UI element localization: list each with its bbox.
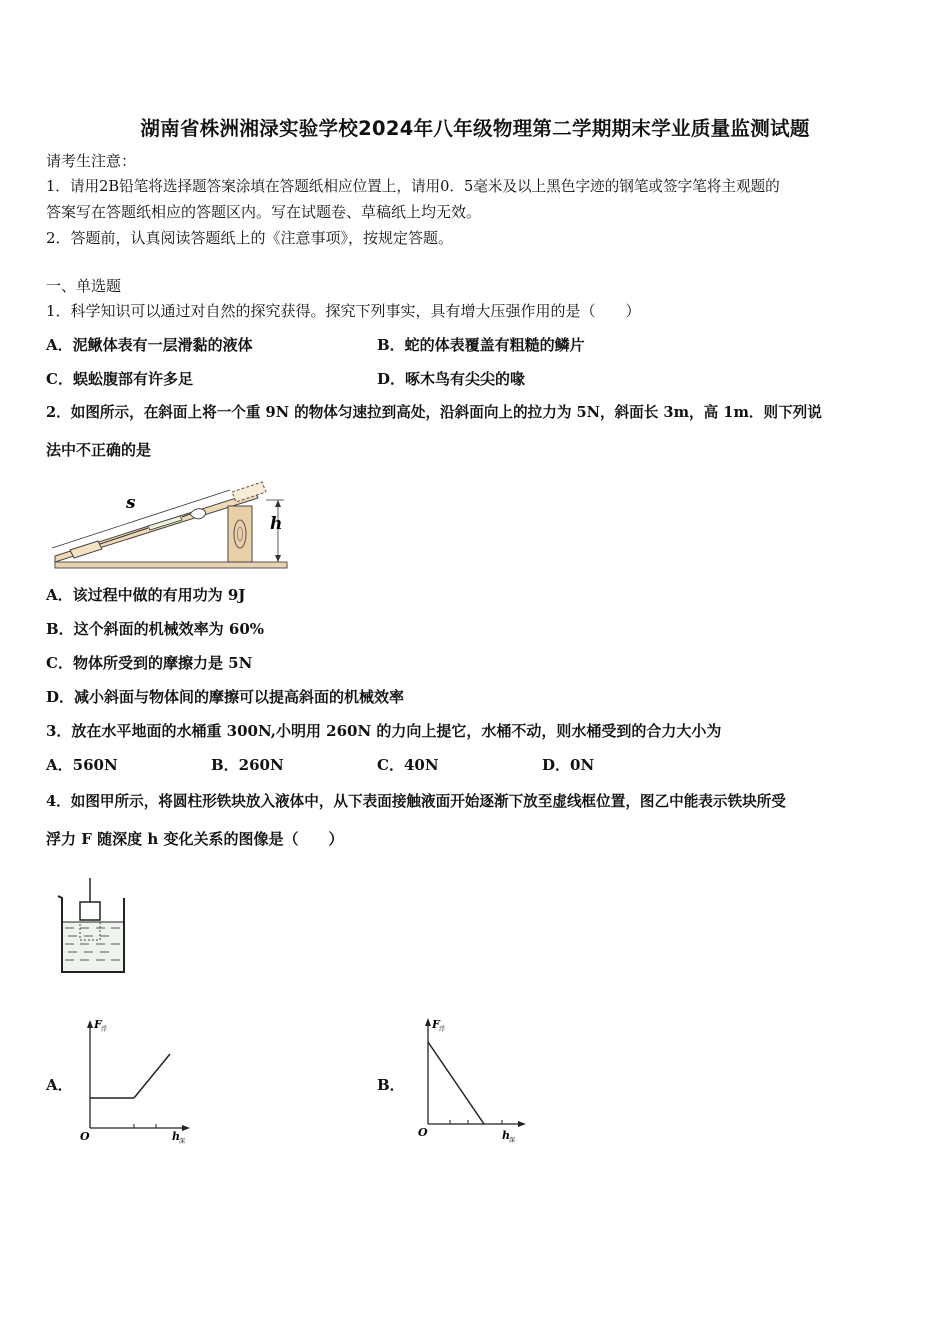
graph-b-x-sub: 深 xyxy=(509,1137,516,1144)
q2-option-d: D．减小斜面与物体间的摩擦可以提高斜面的机械效率 xyxy=(46,688,405,706)
q3-option-d: D．0N xyxy=(542,756,595,774)
graph-b-x-label: h xyxy=(502,1129,510,1142)
q3-option-a: A．560N xyxy=(46,756,118,774)
notice-line-1b: 答案写在答题纸相应的答题区内。写在试题卷、草稿纸上均无效。 xyxy=(46,203,482,221)
q1-option-b: B．蛇的体表覆盖有粗糙的鳞片 xyxy=(377,336,585,354)
q3-option-c: C．40N xyxy=(377,756,439,774)
incline-figure xyxy=(40,470,295,576)
graph-a-x-sub: 深 xyxy=(179,1138,186,1145)
notice-line-1a: 1．请用2B铅笔将选择题答案涂填在答题纸相应位置上，请用0．5毫米及以上黑色字迹的钢笔或签字笔将主观题的 xyxy=(46,178,780,195)
notice-line-2: 2．答题前，认真阅读答题纸上的《注意事项》，按规定答题。 xyxy=(46,229,454,247)
q1-option-a: A．泥鳅体表有一层滑黏的液体 xyxy=(46,336,253,354)
graph-b-y-sub: 浮 xyxy=(439,1026,446,1033)
q2-stem-b: 法中不正确的是 xyxy=(46,441,152,459)
q3-option-b: B．260N xyxy=(211,756,284,774)
q2-option-a: A．该过程中做的有用功为 9J xyxy=(46,586,246,604)
q1-option-d: D．啄木鸟有尖尖的喙 xyxy=(377,370,526,388)
q2-option-c: C．物体所受到的摩擦力是 5N xyxy=(46,654,253,672)
fig-label-s: s xyxy=(126,493,136,513)
q1-stem: 1．科学知识可以通过对自然的探究获得。探究下列事实，具有增大压强作用的是（ ） xyxy=(46,302,641,320)
graph-b-y-label: F xyxy=(432,1018,440,1031)
q4-stem-a: 4．如图甲所示，将圆柱形铁块放入液体中，从下表面接触液面开始逐渐下放至虚线框位置，图乙中能表示铁块所受 xyxy=(46,793,786,810)
q1-option-c: C．蜈蚣腹部有许多足 xyxy=(46,370,193,388)
page-title: 湖南省株洲湘渌实验学校2024年八年级物理第二学期期末学业质量监测试题 xyxy=(140,117,810,140)
graph-b-origin: O xyxy=(418,1126,428,1139)
q4-option-a-label: A． xyxy=(46,1076,73,1094)
graph-a-x-label: h xyxy=(172,1130,180,1143)
fig-label-h: h xyxy=(270,514,283,534)
graph-a xyxy=(76,1012,196,1152)
notice-heading: 请考生注意： xyxy=(46,152,137,170)
section-heading: 一、单选题 xyxy=(46,277,122,295)
graph-a-y-label: F xyxy=(94,1018,102,1031)
q2-stem-a: 2．如图所示，在斜面上将一个重 9N 的物体匀速拉到高处，沿斜面向上的拉力为 5N，斜面长 3m，高 1m．则下列说 xyxy=(46,404,822,421)
q4-option-b-label: B． xyxy=(377,1076,405,1094)
graph-a-origin: O xyxy=(80,1130,90,1143)
q3-stem: 3．放在水平地面的水桶重 300N,小明用 260N 的力向上提它，水桶不动，则水桶受到的合力大小为 xyxy=(46,722,722,740)
graph-b xyxy=(414,1012,534,1152)
q2-option-b: B．这个斜面的机械效率为 60% xyxy=(46,620,265,638)
q4-stem-b: 浮力 F 随深度 h 变化关系的图像是（ ） xyxy=(46,830,344,848)
graph-a-y-sub: 浮 xyxy=(101,1026,108,1033)
beaker-figure xyxy=(52,876,132,978)
